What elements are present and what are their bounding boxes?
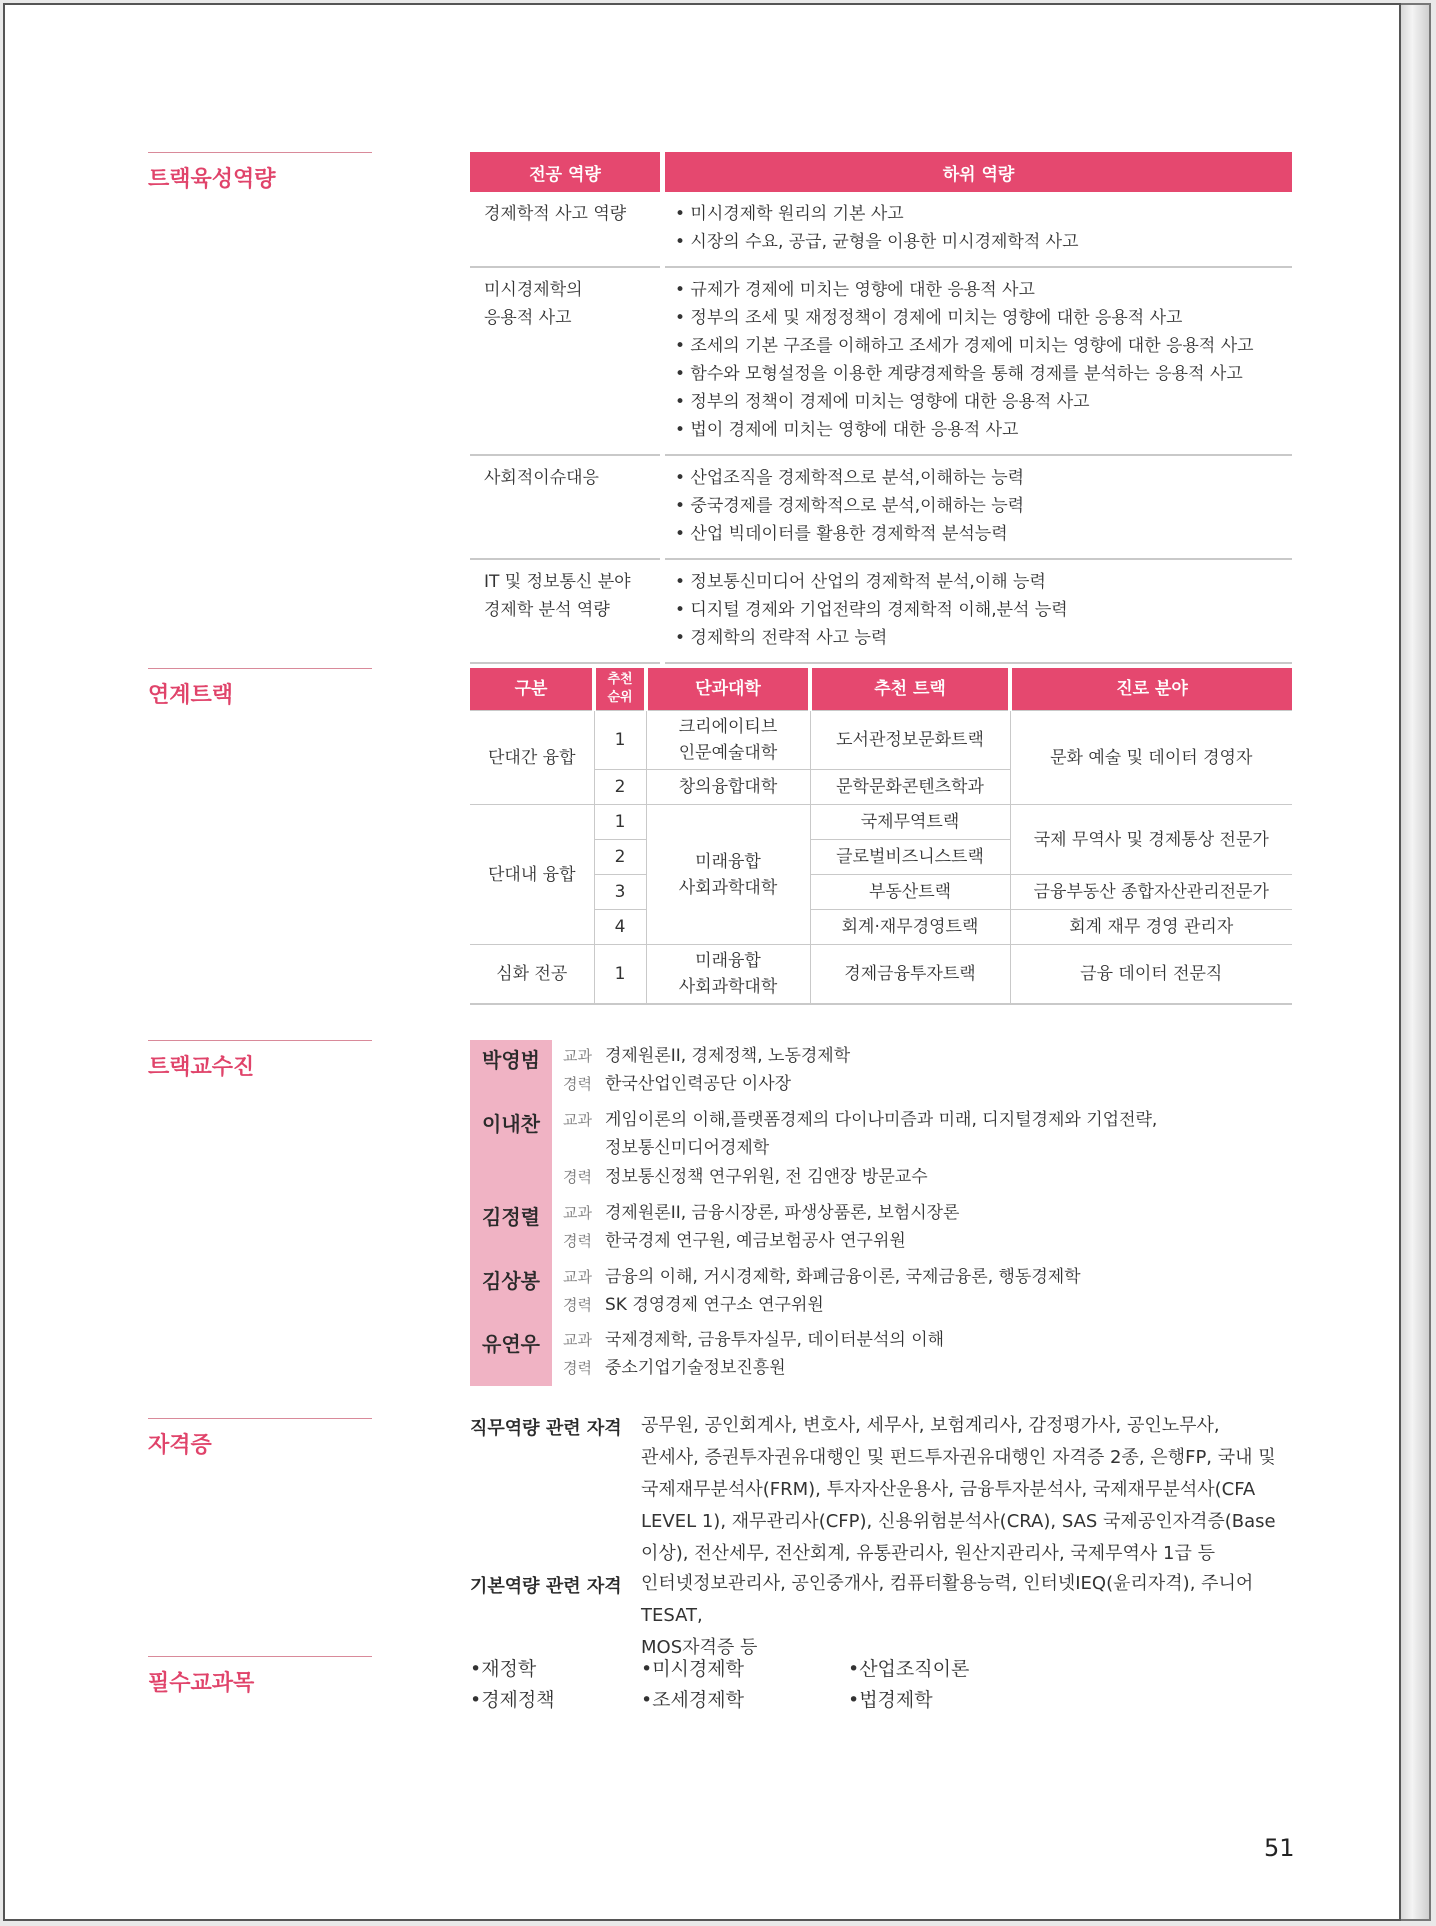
college-line: 미래융합 — [695, 851, 761, 872]
faculty-name: 박영범 — [482, 1048, 540, 1072]
sub-item: • 시장의 수요, 공급, 균형을 이용한 미시경제학적 사고 — [675, 232, 1079, 252]
track-cell: 도서관정보문화트랙 — [810, 711, 1010, 770]
cert-line: 인터넷정보관리사, 공인중개사, 컴퓨터활용능력, 인터넷IEQ(윤리자격), 주니어 TESAT, — [641, 1573, 1254, 1626]
header-recommend-rank — [594, 668, 646, 711]
track-cell: 글로벌비즈니스트랙 — [810, 840, 1010, 875]
college-line: 사회과학대학 — [678, 877, 778, 898]
track-cell: 국제무역트랙 — [810, 805, 1010, 840]
required-course: •재정학 — [470, 1658, 537, 1680]
courses-text: 경제원론II, 경제정책, 노동경제학 — [605, 1046, 851, 1066]
college-line: 인문예술대학 — [678, 743, 778, 763]
header-category: 구분 — [470, 668, 594, 711]
faculty-courses — [563, 1263, 1081, 1291]
basic-certificate-label: 기본역량 관련 자격 — [470, 1576, 622, 1597]
college-cell — [646, 945, 810, 1005]
sub-item: • 정부의 조세 및 재정정책이 경제에 미치는 영향에 대한 응용적 사고 — [675, 308, 1183, 328]
cert-line: LEVEL 1), 재무관리사(CFP), 신용위험분석사(CRA), SAS 국제공인자격증(Base — [641, 1511, 1276, 1532]
job-certificate-label: 직무역량 관련 자격 — [470, 1418, 622, 1439]
college-cell — [646, 805, 810, 945]
sub-item: • 정보통신미디어 산업의 경제학적 분석,이해 능력 — [675, 572, 1046, 592]
courses-text: 게임이론의 이해,플랫폼경제의 다이나미즘과 미래, 디지털경제와 기업전략, — [605, 1110, 1158, 1130]
career-tag: 경력 — [563, 1232, 592, 1250]
rank-cell: 1 — [594, 945, 646, 1005]
career-tag: 경력 — [563, 1168, 592, 1186]
section-title-required: 필수교과목 — [148, 1671, 255, 1696]
header-rank-line-2: 순위 — [607, 690, 633, 705]
sub-competency-cell — [663, 559, 1293, 663]
job-certificate-list — [641, 1410, 1297, 1570]
sub-item: • 디지털 경제와 기업전략의 경제학적 이해,분석 능력 — [675, 600, 1068, 620]
table-row — [470, 455, 1292, 559]
cert-line: MOS자격증 등 — [641, 1637, 758, 1658]
courses-tag: 교과 — [563, 1268, 592, 1286]
career-text: 정보통신정책 연구위원, 전 김앤장 방문교수 — [605, 1167, 928, 1187]
cert-line: 관세사, 증권투자권유대행인 및 펀드투자권유대행인 자격증 2종, 은행FP, 국내 및 — [641, 1447, 1276, 1468]
career-cell: 국제 무역사 및 경제통상 전문가 — [1010, 805, 1292, 875]
rank-cell: 1 — [594, 805, 646, 840]
faculty-career — [563, 1291, 824, 1319]
faculty-career — [563, 1354, 786, 1382]
career-text: 중소기업기술정보진흥원 — [605, 1358, 786, 1378]
section-divider — [148, 1656, 372, 1657]
track-cell: 문학문화콘텐츠학과 — [810, 770, 1010, 805]
college-line: 크리에이티브 — [678, 717, 778, 737]
table-row — [470, 875, 1292, 910]
major-competency-cell — [470, 192, 663, 267]
section-title-faculty: 트랙교수진 — [148, 1055, 255, 1080]
linkage-track-table — [470, 668, 1292, 1005]
sub-item: • 미시경제학 원리의 기본 사고 — [675, 204, 904, 224]
courses-tag: 교과 — [563, 1047, 592, 1065]
section-divider — [148, 1040, 372, 1041]
sub-competency-cell — [663, 192, 1293, 267]
cert-line: 국제재무분석사(FRM), 투자자산운용사, 금융투자분석사, 국제재무분석사(CFA — [641, 1479, 1256, 1500]
career-cell: 회계 재무 경영 관리자 — [1010, 910, 1292, 945]
faculty-name: 이내찬 — [482, 1112, 540, 1136]
career-tag: 경력 — [563, 1075, 592, 1093]
courses-tag: 교과 — [563, 1204, 592, 1222]
sub-item: • 중국경제를 경제학적으로 분석,이해하는 능력 — [675, 496, 1025, 516]
category-cell: 단대내 융합 — [470, 805, 594, 945]
major-competency-cell — [470, 455, 663, 559]
faculty-name: 유연우 — [482, 1332, 540, 1356]
courses-tag: 교과 — [563, 1111, 592, 1129]
required-course: •법경제학 — [848, 1689, 933, 1711]
career-cell: 금융부동산 종합자산관리전문가 — [1010, 875, 1292, 910]
faculty-courses — [563, 1326, 944, 1354]
faculty-career — [563, 1163, 928, 1191]
page-number: 51 — [1264, 1834, 1295, 1862]
table-row — [470, 267, 1292, 455]
faculty-courses — [563, 1106, 1157, 1134]
sub-item: • 함수와 모형설정을 이용한 계량경제학을 통해 경제를 분석하는 응용적 사고 — [675, 364, 1243, 384]
courses-text: 국제경제학, 금융투자실무, 데이터분석의 이해 — [605, 1330, 945, 1350]
faculty-name: 김상봉 — [482, 1269, 540, 1293]
section-title-competency: 트랙육성역량 — [148, 167, 276, 192]
college-cell: 창의융합대학 — [646, 770, 810, 805]
sub-item: • 규제가 경제에 미치는 영향에 대한 응용적 사고 — [675, 280, 1035, 300]
major-competency-cell — [470, 267, 663, 455]
header-college: 단과대학 — [646, 668, 810, 711]
faculty-courses — [563, 1199, 959, 1227]
sub-item: • 산업조직을 경제학적으로 분석,이해하는 능력 — [675, 468, 1025, 488]
required-course: •조세경제학 — [641, 1689, 744, 1711]
category-cell: 단대간 융합 — [470, 711, 594, 805]
major-line: 응용적 사고 — [484, 308, 572, 328]
career-text: SK 경영경제 연구소 연구위원 — [605, 1295, 824, 1315]
college-line: 미래융합 — [695, 951, 761, 971]
table-row — [470, 192, 1292, 267]
courses-text: 금융의 이해, 거시경제학, 화폐금융이론, 국제금융론, 행동경제학 — [605, 1267, 1081, 1287]
major-competency-cell — [470, 559, 663, 663]
college-cell — [646, 711, 810, 770]
sub-competency-cell — [663, 267, 1293, 455]
college-line: 사회과학대학 — [678, 977, 778, 997]
faculty-name: 김정렬 — [482, 1205, 540, 1229]
required-course: •미시경제학 — [641, 1658, 744, 1680]
rank-cell: 4 — [594, 910, 646, 945]
track-cell: 경제금융투자트랙 — [810, 945, 1010, 1005]
section-divider — [148, 668, 372, 669]
faculty-career — [563, 1070, 791, 1098]
major-line: IT 및 정보통신 분야 — [484, 572, 631, 592]
career-tag: 경력 — [563, 1296, 592, 1314]
major-line: 경제학 분석 역량 — [484, 600, 610, 620]
competency-table — [470, 152, 1292, 664]
required-course: •산업조직이론 — [848, 1658, 970, 1680]
table-row — [470, 805, 1292, 840]
section-divider — [148, 1418, 372, 1419]
major-line: 미시경제학의 — [484, 280, 583, 300]
table-row — [470, 910, 1292, 945]
track-cell: 회계·재무경영트랙 — [810, 910, 1010, 945]
table-row — [470, 711, 1292, 770]
sub-competency-cell — [663, 455, 1293, 559]
career-text: 한국산업인력공단 이사장 — [605, 1074, 792, 1094]
basic-certificate-list — [641, 1568, 1297, 1664]
header-major-competency: 전공 역량 — [470, 152, 663, 192]
section-title-linkage: 연계트랙 — [148, 683, 234, 708]
cert-line: 이상), 전산세무, 전산회계, 유통관리사, 원산지관리사, 국제무역사 1급 등 — [641, 1543, 1215, 1564]
faculty-courses — [563, 1042, 850, 1070]
category-cell: 심화 전공 — [470, 945, 594, 1005]
rank-cell: 2 — [594, 770, 646, 805]
sub-item: • 경제학의 전략적 사고 능력 — [675, 628, 888, 648]
header-sub-competency: 하위 역량 — [663, 152, 1293, 192]
book-spine — [1401, 3, 1431, 1921]
major-line: 경제학적 사고 역량 — [484, 204, 627, 224]
section-divider — [148, 152, 372, 153]
sub-item: • 법이 경제에 미치는 영향에 대한 응용적 사고 — [675, 420, 1019, 440]
rank-cell: 2 — [594, 840, 646, 875]
sub-item: • 조세의 기본 구조를 이해하고 조세가 경제에 미치는 영향에 대한 응용적 사고 — [675, 336, 1254, 356]
table-row — [470, 559, 1292, 663]
sub-item: • 정부의 정책이 경제에 미치는 영향에 대한 응용적 사고 — [675, 392, 1090, 412]
courses-text: 경제원론II, 금융시장론, 파생상품론, 보험시장론 — [605, 1203, 960, 1223]
career-tag: 경력 — [563, 1359, 592, 1377]
cert-line: 공무원, 공인회계사, 변호사, 세무사, 보험계리사, 감정평가사, 공인노무사, — [641, 1415, 1220, 1436]
career-cell: 금융 데이터 전문직 — [1010, 945, 1292, 1005]
faculty-career — [563, 1227, 906, 1255]
sub-item: • 산업 빅데이터를 활용한 경제학적 분석능력 — [675, 524, 1008, 544]
table-row — [470, 945, 1292, 1005]
major-line: 사회적이슈대응 — [484, 468, 599, 488]
track-cell: 부동산트랙 — [810, 875, 1010, 910]
section-title-certificates: 자격증 — [148, 1433, 212, 1458]
career-cell: 문화 예술 및 데이터 경영자 — [1010, 711, 1292, 805]
career-text: 한국경제 연구원, 예금보험공사 연구위원 — [605, 1231, 906, 1251]
header-career-field: 진로 분야 — [1010, 668, 1292, 711]
courses-tag: 교과 — [563, 1331, 592, 1349]
header-rank-line-1: 추천 — [607, 672, 633, 687]
header-recommended-track: 추천 트랙 — [810, 668, 1010, 711]
rank-cell: 1 — [594, 711, 646, 770]
faculty-courses-continued: 정보통신미디어경제학 — [605, 1138, 770, 1158]
rank-cell: 3 — [594, 875, 646, 910]
required-course: •경제정책 — [470, 1689, 555, 1711]
